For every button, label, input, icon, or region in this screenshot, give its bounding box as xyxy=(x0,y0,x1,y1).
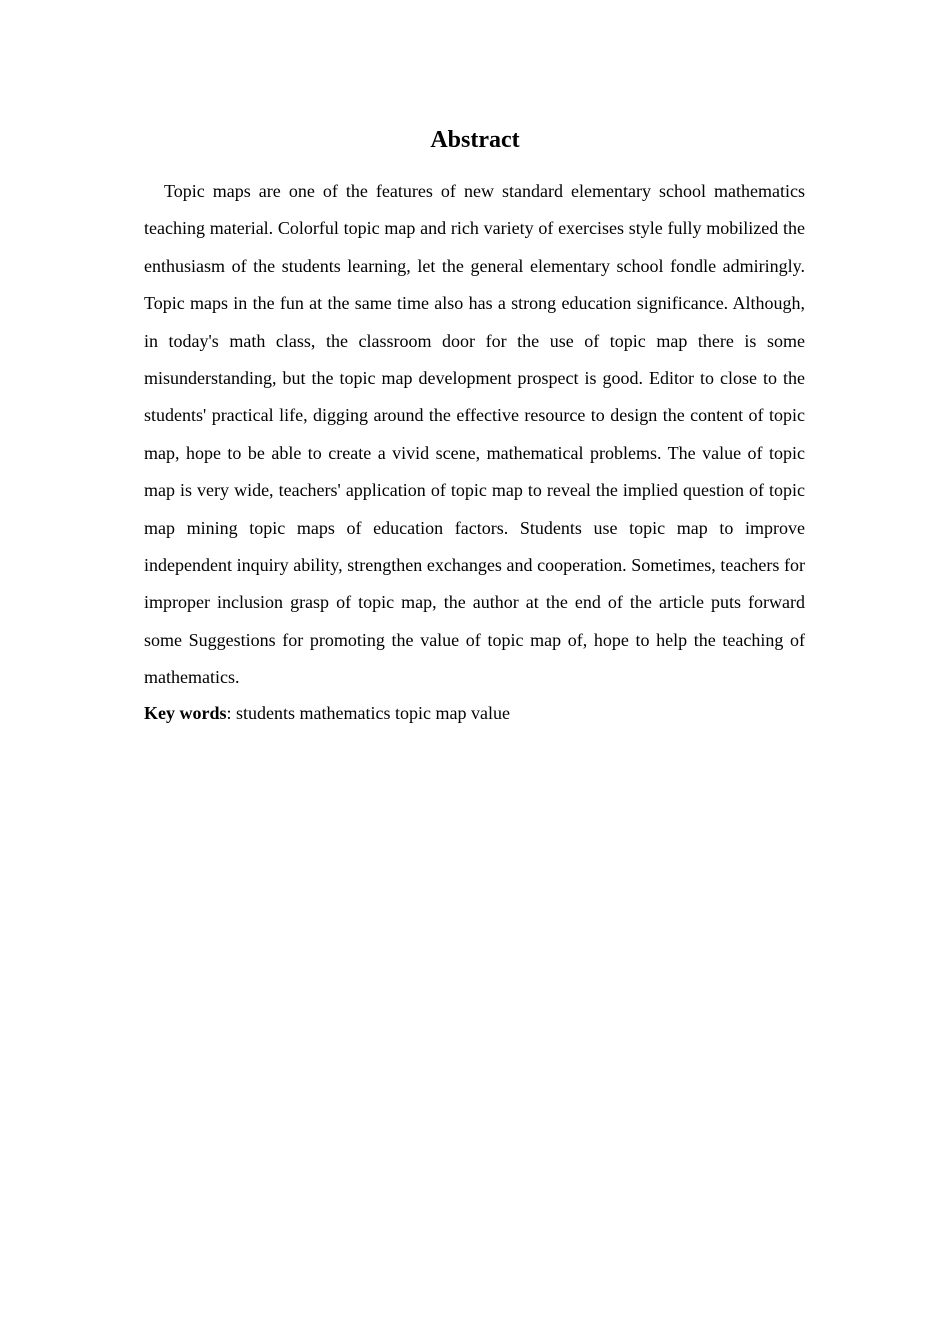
keywords-label: Key words xyxy=(144,703,227,723)
keywords-line xyxy=(144,700,805,726)
abstract-body: Topic maps are one of the features of new standard elementary school mathematics teaching material. Colorful topic map and rich variety of exercises style fully mobilized the enthusiasm of the students learning, let the general elementary school fondle admiringly. Topic maps in the fun at the same time also has a strong education significance. Although, in today's math class, the classroom door for the use of topic map there is some misunderstanding, but the topic map development prospect is good. Editor to close to the students' practical life, digging around the effective resource to design the content of topic map, hope to be able to create a vivid scene, mathematical problems. The value of topic map is very wide, teachers' application of topic map to reveal the implied question of topic map mining topic maps of education factors. Students use topic map to improve independent inquiry ability, strengthen exchanges and cooperation. Sometimes, teachers for improper inclusion grasp of topic map, the author at the end of the article puts forward some Suggestions for promoting the value of topic map of, hope to help the teaching of mathematics. xyxy=(144,181,805,688)
keywords-text: students mathematics topic map value xyxy=(236,703,510,723)
abstract-title: Abstract xyxy=(430,127,520,153)
keywords-separator: : xyxy=(226,703,237,723)
